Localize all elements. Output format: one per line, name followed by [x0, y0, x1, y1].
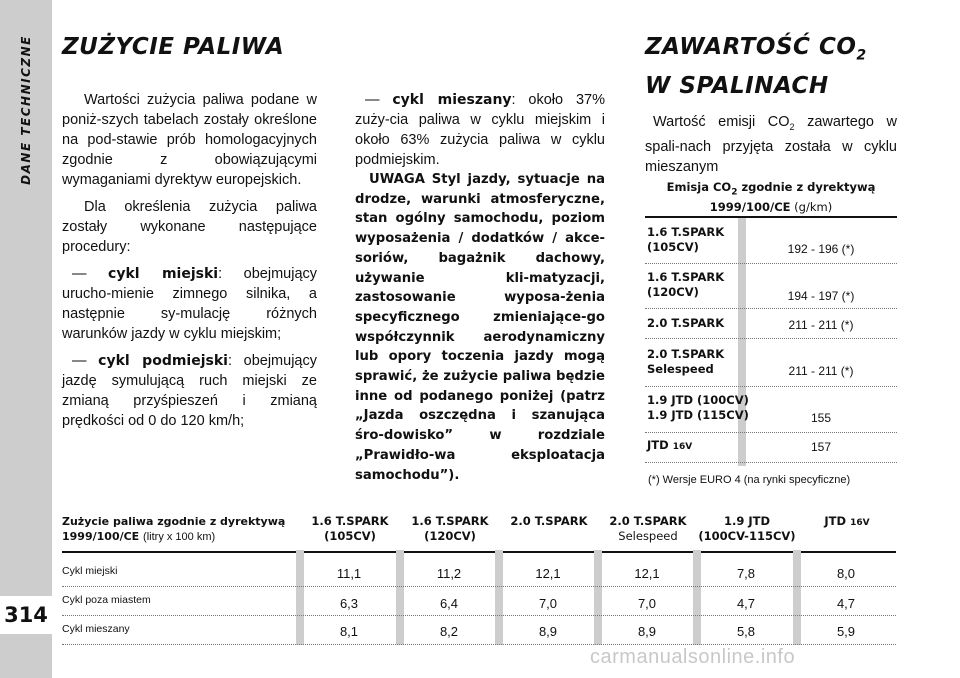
- fuel-cell: 8,2: [439, 624, 459, 639]
- fuel-cell: 6,3: [339, 596, 359, 611]
- fuel-table-top-rule: [62, 551, 896, 553]
- watermark: carmanualsonline.info: [590, 646, 796, 668]
- co2-table-title: Emisja $CO_2$ zgodnie z dyrektywą 1999/100/CE (g/km): [666, 180, 876, 215]
- co2-table-bar: [738, 218, 746, 466]
- fuel-row-3-label: Cykl mieszany: [62, 623, 130, 635]
- co2-table: [645, 180, 897, 215]
- co2-row-divider: [645, 263, 897, 264]
- co2-row-divider: [645, 462, 897, 463]
- fuel-cell: 8,0: [836, 566, 856, 581]
- fuel-col-3-header: 2.0 T.SPARK: [510, 514, 588, 528]
- fuel-col-bar: [693, 550, 701, 645]
- fuel-left-column: [62, 90, 317, 438]
- co2-row-2-value: 194 - 197 (*): [787, 289, 855, 303]
- fuel-col-2-header: 1.6 T.SPARK (120CV): [411, 514, 489, 543]
- fuel-cell: 6,4: [439, 596, 459, 611]
- co2-row-5-model: 1.9 JTD (100CV) 1.9 JTD (115CV): [647, 393, 749, 422]
- co2-row-1-model: 1.6 T.SPARK (105CV): [647, 225, 725, 254]
- fuel-cell: 8,9: [637, 624, 657, 639]
- fuel-row-divider: [62, 586, 896, 587]
- fuel-row-divider: [62, 644, 896, 645]
- co2-row-divider: [645, 338, 897, 339]
- fuel-cell: 4,7: [736, 596, 756, 611]
- section-tab: [0, 20, 52, 200]
- fuel-cell: 12,1: [535, 566, 561, 581]
- fuel-col-5-header: 1.9 JTD (100CV-115CV): [698, 514, 796, 543]
- cycle-suburban: — cykl podmiejski: obejmujący jazdę symulującą ruch miejski ze zmianą przyśpieszeń i zmianą prędkości od 0 do 120 km/h;: [62, 353, 317, 429]
- fuel-cell: 8,9: [538, 624, 558, 639]
- fuel-cell: 11,1: [336, 566, 362, 581]
- fuel-col-6-header: JTD 16V: [824, 514, 870, 528]
- warning-note: UWAGA Styl jazdy, sytuacje na drodze, warunki atmosferyczne, stan ogólny samochodu, poziom wyposażenia / dodatków / akce-soriów, bagażnik dachowy, używanie kli-matyzacji, zastosowanie wyposa-żenia specyficznego zmieniające-go współczynnik aerodynamiczny lub opory toczenia jazdy mogą sprawić, że zużycie paliwa będzie inne od podanego poniżej (patrz „Jazda oszczędna i szanująca śro-dowisko” w rozdziale „Prawidło-wa eksploatacja samochodu”).: [355, 172, 605, 483]
- co2-row-4-value: 211 - 211 (*): [788, 364, 854, 378]
- fuel-row-divider: [62, 615, 896, 616]
- fuel-col-1-header: 1.6 T.SPARK (105CV): [311, 514, 389, 543]
- cycle-mixed: — cykl mieszany: około 37% zuży-cia paliwa w cyklu miejskim i około 63% zużycia paliwa w cyklu podmiejskim.: [355, 92, 605, 168]
- co2-row-5-value: 155: [810, 411, 832, 425]
- page-number: 314: [0, 596, 52, 634]
- fuel-row-1-label: Cykl miejski: [62, 565, 118, 577]
- fuel-col-bar: [594, 550, 602, 645]
- co2-row-6-model: JTD 16V: [647, 438, 693, 452]
- co2-table-top-rule: [645, 216, 897, 218]
- co2-row-divider: [645, 308, 897, 309]
- fuel-col-4-header: 2.0 T.SPARK Selespeed: [609, 514, 687, 543]
- co2-intro: Wartość emisji $CO_2$ zawartego w spali-nach przyjęta została w cyklu mieszanym: [645, 114, 897, 175]
- fuel-mid-column: [355, 90, 605, 177]
- fuel-intro: Wartości zużycia paliwa podane w poniż-szych tabelach zostały określone na pod-stawie prób homologacyjnych zgodnie z obowiązującymi wymaganiami dyrektyw europejskich.: [62, 92, 317, 188]
- co2-row-2-model: 1.6 T.SPARK (120CV): [647, 270, 725, 299]
- procedures-intro: Dla określenia zużycia paliwa zostały wykonane następujące procedury:: [62, 199, 317, 255]
- fuel-table-title: Zużycie paliwa zgodnie z dyrektywą 1999/100/CE (litry x 100 km): [62, 515, 286, 543]
- co2-row-divider: [645, 386, 897, 387]
- fuel-cell: 4,7: [836, 596, 856, 611]
- fuel-col-bar: [495, 550, 503, 645]
- fuel-heading: ZUŻYCIE PALIWA: [62, 34, 285, 60]
- fuel-cell: 5,8: [736, 624, 756, 639]
- fuel-col-bar: [296, 550, 304, 645]
- fuel-cell: 12,1: [634, 566, 660, 581]
- cycle-urban: — cykl miejski: obejmujący urucho-mienie zimnego silnika, a następnie sy-mulację różnych warunków jazdy w cyklu miejskim;: [62, 266, 318, 342]
- fuel-cell: 7,8: [736, 566, 756, 581]
- fuel-cell: 8,1: [339, 624, 359, 639]
- co2-row-divider: [645, 432, 897, 433]
- co2-row-3-value: 211 - 211 (*): [788, 318, 854, 332]
- co2-footnote: (*) Wersje EURO 4 (na rynki specyficzne): [648, 474, 851, 486]
- co2-row-1-value: 192 - 196 (*): [787, 242, 855, 256]
- co2-row-4-model: 2.0 T.SPARK Selespeed: [647, 347, 725, 376]
- co2-heading: ZAWARTOŚĆ $CO_2$ W SPALINACH: [645, 34, 867, 99]
- fuel-cell: 5,9: [836, 624, 856, 639]
- co2-row-3-model: 2.0 T.SPARK: [647, 316, 725, 330]
- section-label: DANE TECHNICZNE: [19, 35, 33, 185]
- fuel-cell: 7,0: [538, 596, 558, 611]
- fuel-col-bar: [396, 550, 404, 645]
- fuel-col-bar: [793, 550, 801, 645]
- fuel-row-2-label: Cykl poza miastem: [62, 594, 151, 606]
- fuel-cell: 11,2: [436, 566, 462, 581]
- co2-row-6-value: 157: [810, 440, 832, 454]
- fuel-cell: 7,0: [637, 596, 657, 611]
